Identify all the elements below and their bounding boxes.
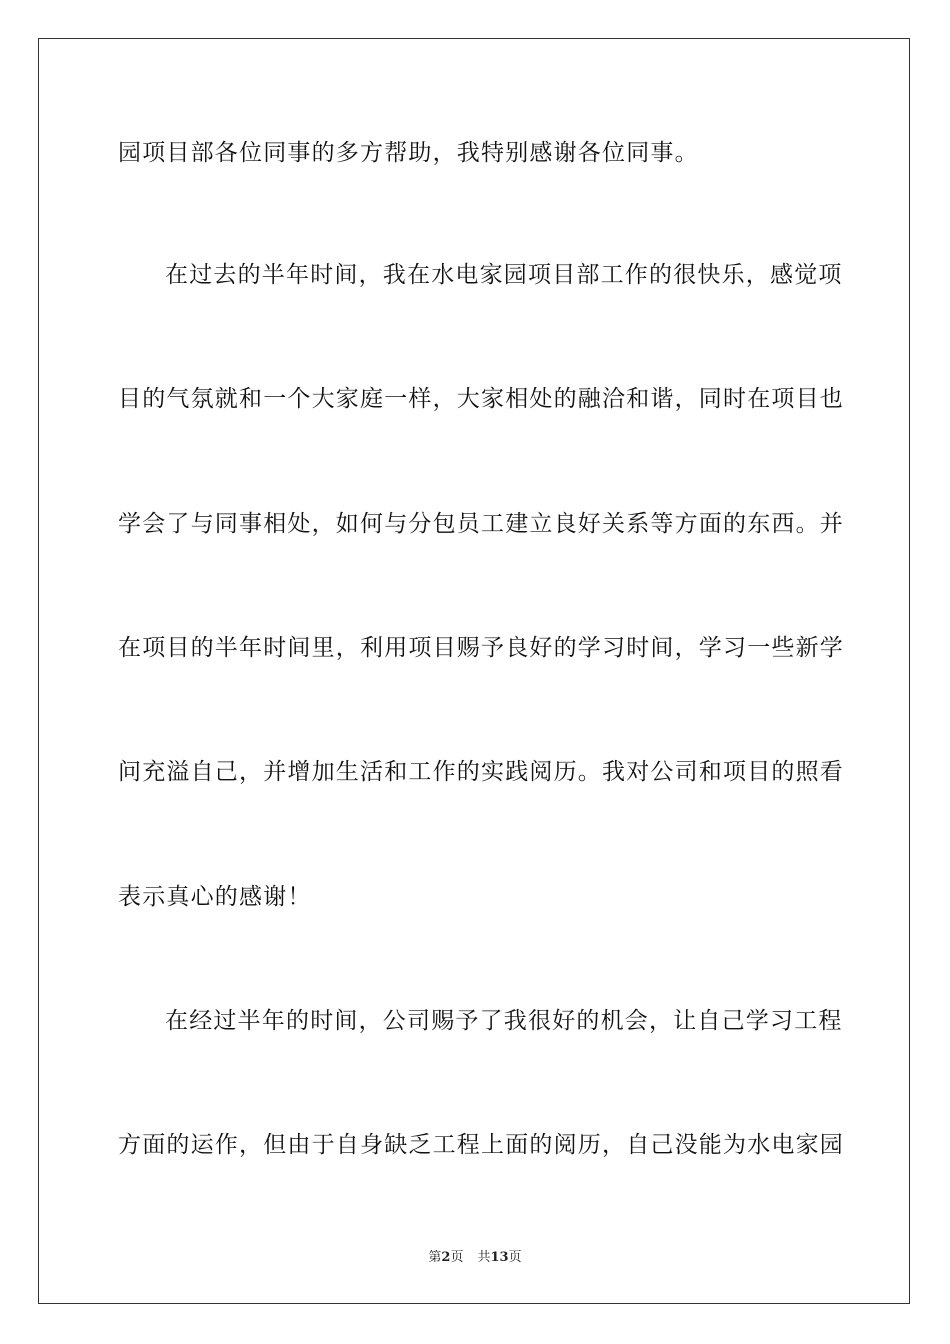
footer-total-suffix: 页 <box>508 1250 522 1265</box>
paragraph-line-1: 园项目部各位同事的多方帮助，我特别感谢各位同事。 <box>118 140 699 166</box>
paragraph-line-9: 方面的运作，但由于自身缺乏工程上面的阅历，自己没能为水电家园 <box>118 1132 844 1158</box>
paragraph-line-3: 目的气氛就和一个大家庭一样，大家相处的融洽和谐，同时在项目也 <box>118 386 844 412</box>
paragraph-line-4: 学会了与同事相处，如何与分包员工建立良好关系等方面的东西。并 <box>118 511 844 537</box>
footer-page-prefix: 第 <box>428 1250 442 1265</box>
page-border <box>38 38 910 1304</box>
footer-page-suffix: 页 <box>450 1250 464 1265</box>
paragraph-line-6: 问充溢自己，并增加生活和工作的实践阅历。我对公司和项目的照看 <box>118 759 844 785</box>
footer-page-current: 2 <box>441 1250 451 1265</box>
paragraph-line-7: 表示真心的感谢！ <box>118 884 312 910</box>
paragraph-line-8: 在经过半年的时间，公司赐予了我很好的机会，让自己学习工程 <box>165 1008 843 1034</box>
paragraph-line-2: 在过去的半年时间，我在水电家园项目部工作的很快乐，感觉项 <box>165 262 843 288</box>
paragraph-line-5: 在项目的半年时间里，利用项目赐予良好的学习时间，学习一些新学 <box>118 635 844 661</box>
page-footer <box>0 1249 950 1267</box>
footer-total-prefix: 共 <box>477 1250 491 1265</box>
footer-total-pages: 13 <box>490 1250 509 1265</box>
